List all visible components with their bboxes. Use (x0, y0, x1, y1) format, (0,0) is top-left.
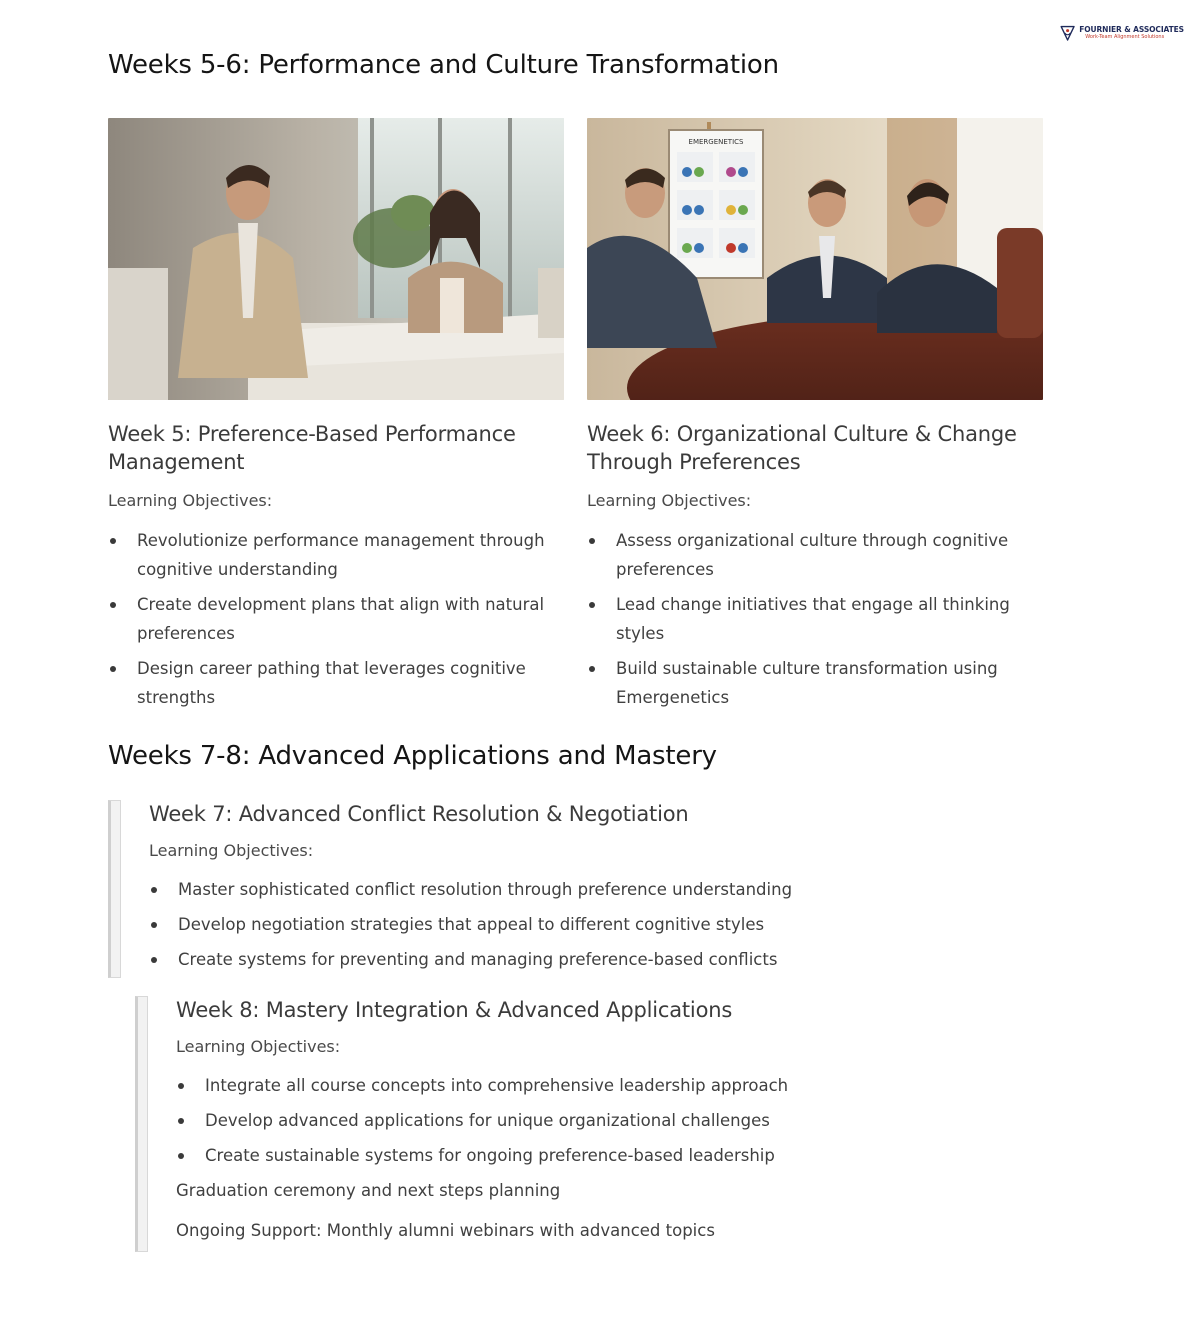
objective-item: Revolutionize performance management through cognitive understanding (108, 526, 564, 584)
week-8-title: Week 8: Mastery Integration & Advanced Applications (176, 998, 733, 1022)
section-heading-weeks-5-6: Weeks 5-6: Performance and Culture Transformation (108, 50, 779, 80)
learning-objectives-label: Learning Objectives: (108, 491, 273, 510)
blockquote-bar (108, 800, 121, 978)
objective-item: Create sustainable systems for ongoing preference-based leadership (176, 1141, 1035, 1170)
objective-item: Create development plans that align with natural preferences (108, 590, 564, 648)
week-7-block (108, 800, 1008, 978)
photo-two-people-meeting (108, 118, 564, 400)
objective-item: Create systems for preventing and managing preference-based conflicts (149, 945, 1008, 974)
logo-name: FOURNIER & ASSOCIATES (1079, 24, 1184, 34)
week-5-objectives-list (108, 526, 564, 712)
week-5-card (108, 420, 564, 718)
week-5-title: Week 5: Preference-Based Performance Management (108, 422, 516, 474)
logo-emblem-icon (1060, 19, 1075, 47)
photo-team-with-emergenetics-board (587, 118, 1043, 400)
week-8-objectives-list (176, 1071, 1035, 1170)
blockquote-bar (135, 996, 148, 1252)
objective-item: Assess organizational culture through cognitive preferences (587, 526, 1043, 584)
week-7-title: Week 7: Advanced Conflict Resolution & Negotiation (149, 802, 689, 826)
objective-item: Develop advanced applications for unique organizational challenges (176, 1106, 1035, 1135)
section-heading-weeks-7-8: Weeks 7-8: Advanced Applications and Mastery (108, 741, 717, 771)
objective-item: Master sophisticated conflict resolution through preference understanding (149, 875, 1008, 904)
objective-item: Lead change initiatives that engage all thinking styles (587, 590, 1043, 648)
week-6-title: Week 6: Organizational Culture & Change Through Preferences (587, 422, 1017, 474)
week-8-block (135, 996, 1035, 1252)
week-7-objectives-list (149, 875, 1008, 974)
ongoing-support-note: Ongoing Support: Monthly alumni webinars with advanced topics (176, 1221, 715, 1240)
company-logo (1060, 18, 1184, 48)
learning-objectives-label: Learning Objectives: (587, 491, 752, 510)
week-6-objectives-list (587, 526, 1043, 712)
objective-item: Build sustainable culture transformation using Emergenetics (587, 654, 1043, 712)
learning-objectives-label: Learning Objectives: (176, 1037, 341, 1056)
objective-item: Integrate all course concepts into comprehensive leadership approach (176, 1071, 1035, 1100)
logo-tagline: Work-Team Alignment Solutions (1085, 34, 1165, 41)
board-label: EMERGENETICS (688, 138, 744, 146)
graduation-note: Graduation ceremony and next steps planning (176, 1181, 561, 1200)
objective-item: Design career pathing that leverages cognitive strengths (108, 654, 564, 712)
week-6-card (587, 420, 1043, 718)
objective-item: Develop negotiation strategies that appeal to different cognitive styles (149, 910, 1008, 939)
learning-objectives-label: Learning Objectives: (149, 841, 314, 860)
